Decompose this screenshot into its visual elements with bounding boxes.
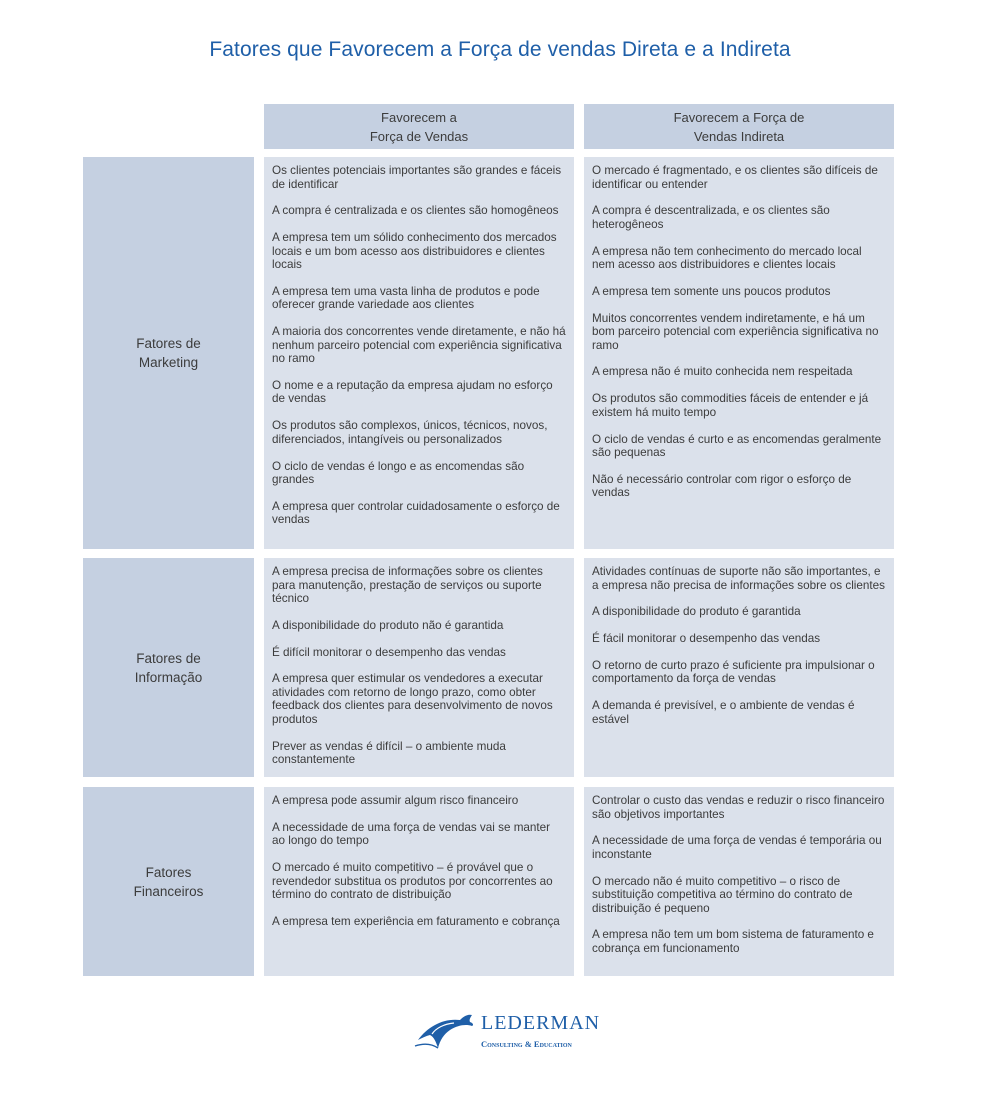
list-item: A demanda é previsível, e o ambiente de vendas é estável xyxy=(592,699,855,726)
list-item: A empresa não tem conhecimento do mercado local nem acesso aos distribuidores e clientes locais xyxy=(592,244,862,272)
header-indirect-label: Favorecem a Força de Vendas Indireta xyxy=(673,109,805,144)
logo-tagline: Consulting & Education xyxy=(481,1039,572,1049)
header-direct-sales xyxy=(264,104,574,149)
dolphin-icon xyxy=(414,1010,476,1052)
list-item: A empresa precisa de informações sobre os clientes para manutenção, prestação de serviços ou suporte técnico xyxy=(272,565,543,605)
list-item: O mercado é fragmentado, e os clientes são difíceis de identificar ou entender xyxy=(592,164,878,191)
list-item: A necessidade de uma força de vendas vai se manter ao longo do tempo xyxy=(272,820,551,848)
list-item: Atividades contínuas de suporte não são importantes, e a empresa não precisa de informações sobre os clientes xyxy=(592,565,885,592)
list-item: A empresa quer estimular os vendedores a executar atividades com retorno de longo prazo, como obter feedback dos clientes para desenvolvimento de novos produtos xyxy=(272,672,553,726)
list-item: A empresa tem uma vasta linha de produtos e pode oferecer grande variedade aos clientes xyxy=(272,284,540,312)
lederman-logo xyxy=(412,1008,602,1058)
list-item: Controlar o custo das vendas e reduzir o risco financeiro são objetivos importantes xyxy=(592,794,885,821)
logo-name: LEDERMAN xyxy=(481,1012,601,1034)
list-item: A empresa quer controlar cuidadosamente o esforço de vendas xyxy=(272,499,560,527)
list-item: Prever as vendas é difícil – o ambiente muda constantemente xyxy=(272,739,506,767)
list-item: A empresa tem somente uns poucos produtos xyxy=(592,284,831,298)
list-item: Os produtos são complexos, únicos, técnicos, novos, diferenciados, intangíveis ou personalizados xyxy=(272,419,548,446)
cell-marketing-direct xyxy=(264,157,574,549)
list-item: O retorno de curto prazo é suficiente pra impulsionar o comportamento da força de vendas xyxy=(592,658,875,686)
list-item: A disponibilidade do produto é garantida xyxy=(592,605,801,619)
list-item: A compra é descentralizada, e os clientes são heterogêneos xyxy=(592,204,830,231)
list-item: O ciclo de vendas é curto e as encomendas geralmente são pequenas xyxy=(592,432,882,460)
list-item: A empresa não tem um bom sistema de faturamento e cobrança em funcionamento xyxy=(592,928,874,955)
cell-marketing-indirect xyxy=(584,157,894,549)
list-item: A empresa pode assumir algum risco financeiro xyxy=(272,794,519,807)
header-direct-label: Favorecem a Força de Vendas xyxy=(369,109,469,144)
list-item: A empresa tem experiência em faturamento e cobrança xyxy=(272,914,560,928)
list-item: A necessidade de uma força de vendas é temporária ou inconstante xyxy=(592,834,882,861)
cell-information-indirect xyxy=(584,558,894,777)
header-indirect-sales xyxy=(584,104,894,149)
list-item: Os produtos são commodities fáceis de entender e já existem há muito tempo xyxy=(592,392,869,419)
list-item: A maioria dos concorrentes vende diretamente, e não há nenhum parceiro potencial com experiência significativa no ramo xyxy=(272,325,566,366)
list-item: Os clientes potenciais importantes são grandes e fáceis de identificar xyxy=(272,164,562,191)
row-label-marketing: Fatores de Marketing xyxy=(83,157,254,549)
cell-financial-indirect xyxy=(584,787,894,976)
list-item: Muitos concorrentes vendem indiretamente, e há um bom parceiro potencial com experiência significativa no ramo xyxy=(592,311,879,352)
list-item: A empresa tem um sólido conhecimento dos mercados locais e um bom acesso aos distribuidores e clientes locais xyxy=(272,231,557,272)
list-item: É difícil monitorar o desempenho das vendas xyxy=(272,645,506,659)
list-item: O mercado não é muito competitivo – o risco de substituição competitiva ao término do contrato de distribuição é pequeno xyxy=(592,874,853,915)
list-item: A compra é centralizada e os clientes são homogêneos xyxy=(272,204,559,218)
page-title: Fatores que Favorecem a Força de vendas Direta e a Indireta xyxy=(209,38,791,61)
row-label-information: Fatores de Informação xyxy=(83,558,254,777)
list-item: A empresa não é muito conhecida nem respeitada xyxy=(592,365,853,379)
list-item: O ciclo de vendas é longo e as encomendas são grandes xyxy=(272,459,525,487)
cell-information-direct xyxy=(264,558,574,777)
cell-financial-direct xyxy=(264,787,574,976)
list-item: A disponibilidade do produto não é garantida xyxy=(272,618,504,632)
row-label-financial: Fatores Financeiros xyxy=(83,787,254,976)
list-item: O nome e a reputação da empresa ajudam no esforço de vendas xyxy=(272,378,553,406)
list-item: Não é necessário controlar com rigor o esforço de vendas xyxy=(592,472,852,500)
list-item: É fácil monitorar o desempenho das vendas xyxy=(592,632,821,646)
list-item: O mercado é muito competitivo – é provável que o revendedor substitua os produtos por concorrentes ao término do contrato de distribuição xyxy=(272,861,553,902)
